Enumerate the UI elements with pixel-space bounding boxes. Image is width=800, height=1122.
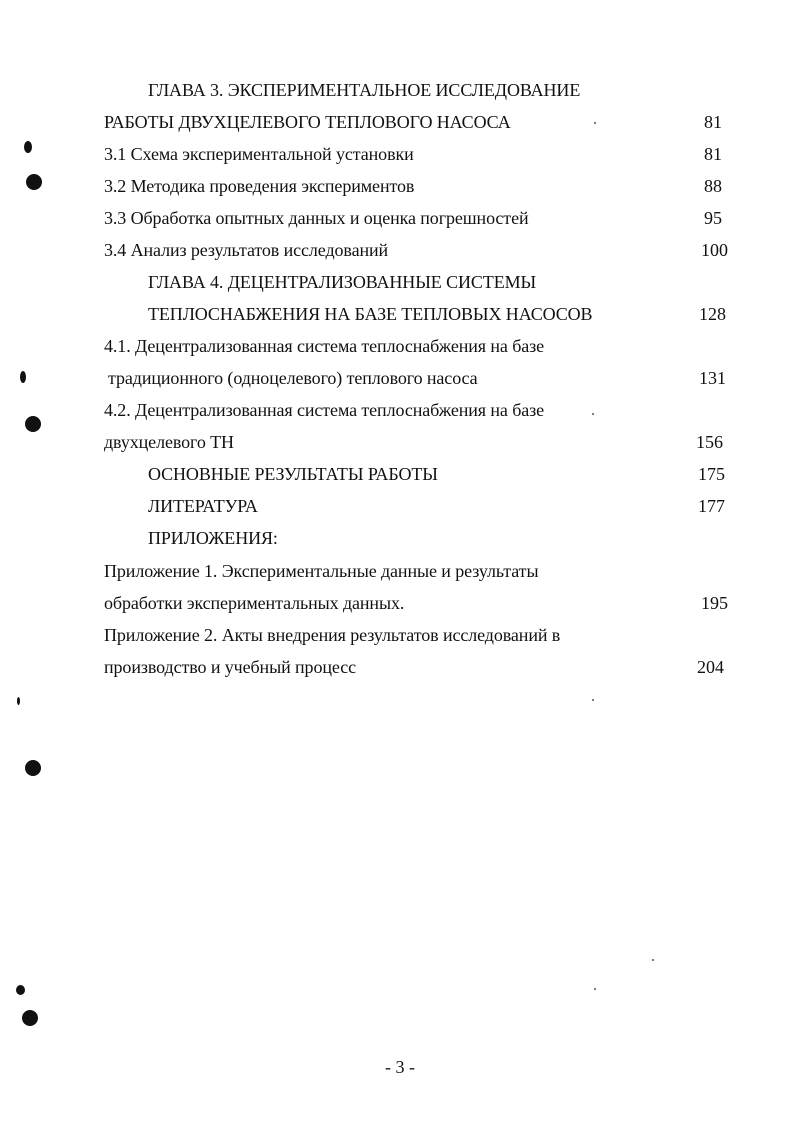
chapter4-title-line1: ГЛАВА 4. ДЕЦЕНТРАЛИЗОВАННЫЕ СИСТЕМЫ (148, 272, 537, 292)
scan-speck-1 (594, 122, 596, 124)
section-3-4: 3.4 Анализ результатов исследований (104, 240, 389, 260)
appendix-2-page: 204 (697, 657, 724, 677)
scan-mark-2 (20, 371, 26, 383)
scan-speck-5 (594, 988, 596, 990)
section-3-2: 3.2 Методика проведения экспериментов (104, 176, 415, 196)
chapter4-page: 128 (699, 304, 726, 324)
scan-speck-3 (592, 699, 594, 701)
section-4-1-page: 131 (699, 368, 726, 388)
section-4-2-line2: двухцелевого ТН (104, 432, 234, 452)
scan-speck-2 (592, 413, 594, 415)
scan-mark-4 (16, 985, 25, 995)
literature: ЛИТЕРАТУРА (148, 496, 258, 516)
appendices-heading: ПРИЛОЖЕНИЯ: (148, 528, 278, 548)
literature-page: 177 (698, 496, 725, 516)
appendix-1-line1: Приложение 1. Экспериментальные данные и результаты (104, 561, 539, 581)
appendix-2-line2: производство и учебный процесс (104, 657, 356, 677)
scan-mark-1 (24, 141, 32, 153)
section-3-3-page: 95 (704, 208, 722, 228)
binding-hole-1 (26, 174, 42, 190)
main-results-page: 175 (698, 464, 725, 484)
scan-mark-3 (17, 697, 20, 705)
section-3-1: 3.1 Схема экспериментальной установки (104, 144, 414, 164)
section-4-2-page: 156 (696, 432, 723, 452)
section-4-1-line1: 4.1. Децентрализованная система теплоснабжения на базе (104, 336, 545, 356)
section-3-4-page: 100 (701, 240, 728, 260)
main-results: ОСНОВНЫЕ РЕЗУЛЬТАТЫ РАБОТЫ (148, 464, 438, 484)
section-4-2-line1: 4.2. Децентрализованная система теплоснабжения на базе (104, 400, 545, 420)
chapter3-page: 81 (704, 112, 722, 132)
chapter4-title-line2: ТЕПЛОСНАБЖЕНИЯ НА БАЗЕ ТЕПЛОВЫХ НАСОСОВ (148, 304, 593, 324)
binding-hole-2 (25, 416, 41, 432)
scan-speck-4 (652, 959, 654, 961)
appendix-1-page: 195 (701, 593, 728, 613)
appendix-1-line2: обработки экспериментальных данных. (104, 593, 405, 613)
page-number: - 3 - (385, 1057, 415, 1077)
chapter3-title-line1: ГЛАВА 3. ЭКСПЕРИМЕНТАЛЬНОЕ ИССЛЕДОВАНИЕ (148, 80, 581, 100)
appendix-2-line1: Приложение 2. Акты внедрения результатов исследований в (104, 625, 561, 645)
section-3-3: 3.3 Обработка опытных данных и оценка погрешностей (104, 208, 529, 228)
chapter3-title-line2: РАБОТЫ ДВУХЦЕЛЕВОГО ТЕПЛОВОГО НАСОСА (104, 112, 511, 132)
section-3-2-page: 88 (704, 176, 722, 196)
section-3-1-page: 81 (704, 144, 722, 164)
section-4-1-line2: традиционного (одноцелевого) теплового насоса (108, 368, 478, 388)
binding-hole-4 (22, 1010, 38, 1026)
binding-hole-3 (25, 760, 41, 776)
